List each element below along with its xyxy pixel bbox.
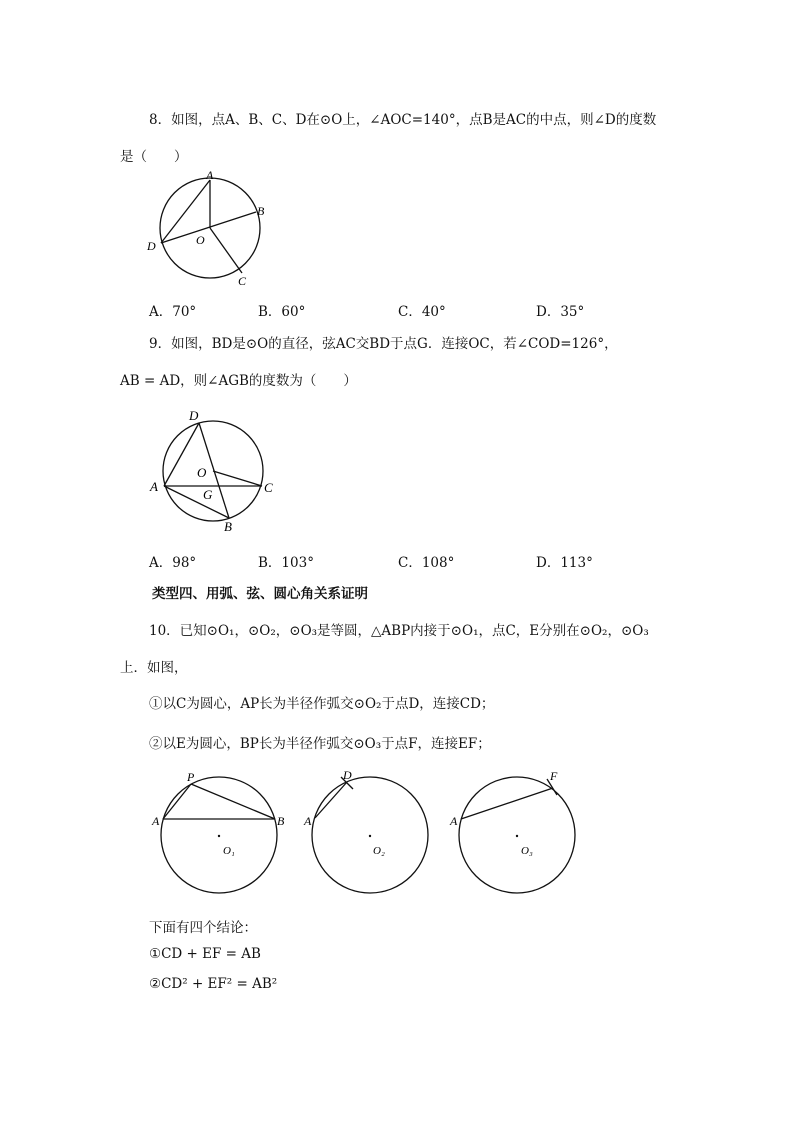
q9-option-c[interactable]: C．108°: [398, 555, 455, 571]
q9-option-d[interactable]: D．113°: [536, 555, 593, 571]
q10-conclusion2: ②CD² + EF² = AB²: [149, 976, 278, 992]
q9-label-g: G: [203, 487, 213, 502]
q10-step2: ②以E为圆心，BP长为半径作弧交⊙O₃于点F，连接EF；: [149, 736, 491, 752]
q10-conclusions-intro: 下面有四个结论：: [149, 920, 257, 936]
q8-label-b: B: [257, 204, 265, 218]
q9-option-a[interactable]: A．98°: [149, 555, 197, 571]
q8-label-d: D: [147, 239, 156, 253]
q10-c1-label-o: O₁: [223, 845, 235, 857]
q9-line2: AB = AD，则∠AGB的度数为（ ）: [120, 373, 357, 389]
q10-center-o2: [369, 835, 371, 837]
q10-center-o3: [516, 835, 518, 837]
q10-chord-ap: [163, 784, 191, 819]
q10-line1: 10．已知⊙O₁，⊙O₂，⊙O₃是等圆，△ABP内接于⊙O₁，点C，E分别在⊙O₂，⊙O₃: [149, 623, 649, 639]
q10-chord-ef: [461, 788, 553, 819]
q10-c2-label-d: D: [343, 768, 352, 782]
q8-figure: [140, 168, 280, 293]
q9-label-d: D: [189, 408, 199, 423]
q10-chord-pb: [191, 784, 275, 819]
q10-c1-label-p: P: [187, 770, 195, 784]
q9-label-o: O: [197, 465, 207, 480]
q9-option-b[interactable]: B．103°: [258, 555, 314, 571]
section-heading: 类型四、用弧、弦、圆心角关系证明: [152, 586, 368, 602]
q9-radius-oc: [213, 471, 262, 486]
q8-chord-db: [161, 212, 256, 243]
q10-c1-label-b: B: [277, 814, 285, 828]
q8-label-o: O: [196, 233, 205, 247]
q8-line1: 8．如图，点A、B、C、D在⊙O上，∠AOC=140°，点B是AC的中点，则∠D的度数: [149, 112, 657, 128]
q8-line2: 是（ ）: [120, 149, 188, 165]
q10-figure: [145, 765, 585, 905]
q10-chord-cd: [315, 782, 347, 818]
q10-step1: ①以C为圆心，AP长为半径作弧交⊙O₂于点D，连接CD；: [149, 696, 495, 712]
q10-center-o1: [218, 835, 220, 837]
q9-line1: 9．如图，BD是⊙O的直径，弦AC交BD于点G．连接OC，若∠COD=126°，: [149, 336, 618, 352]
q10-circle2-group: [303, 768, 428, 893]
q10-conclusion1: ①CD + EF = AB: [149, 946, 261, 962]
q10-c2-label-o: O₂: [373, 845, 385, 857]
q10-circle3-group: [449, 769, 575, 893]
q8-option-d[interactable]: D．35°: [536, 304, 585, 320]
q9-label-a: A: [150, 479, 158, 494]
q8-label-a: A: [206, 168, 214, 182]
q8-option-a[interactable]: A．70°: [149, 304, 197, 320]
q8-label-c: C: [238, 274, 247, 288]
q10-c3-label-a: A: [450, 814, 458, 828]
q8-option-b[interactable]: B．60°: [258, 304, 306, 320]
q9-figure: [145, 400, 285, 540]
q10-c3-label-f: F: [550, 769, 558, 783]
q8-radius-oc: [210, 228, 242, 273]
q10-c1-label-a: A: [152, 814, 160, 828]
q10-c3-label-o: O₃: [521, 845, 533, 857]
q9-label-c: C: [264, 480, 273, 495]
q9-label-b: B: [224, 519, 232, 534]
q10-line2: 上．如图，: [120, 660, 188, 676]
q10-circle1-group: [151, 770, 285, 893]
q10-c2-label-a: A: [304, 814, 312, 828]
q8-option-c[interactable]: C．40°: [398, 304, 446, 320]
